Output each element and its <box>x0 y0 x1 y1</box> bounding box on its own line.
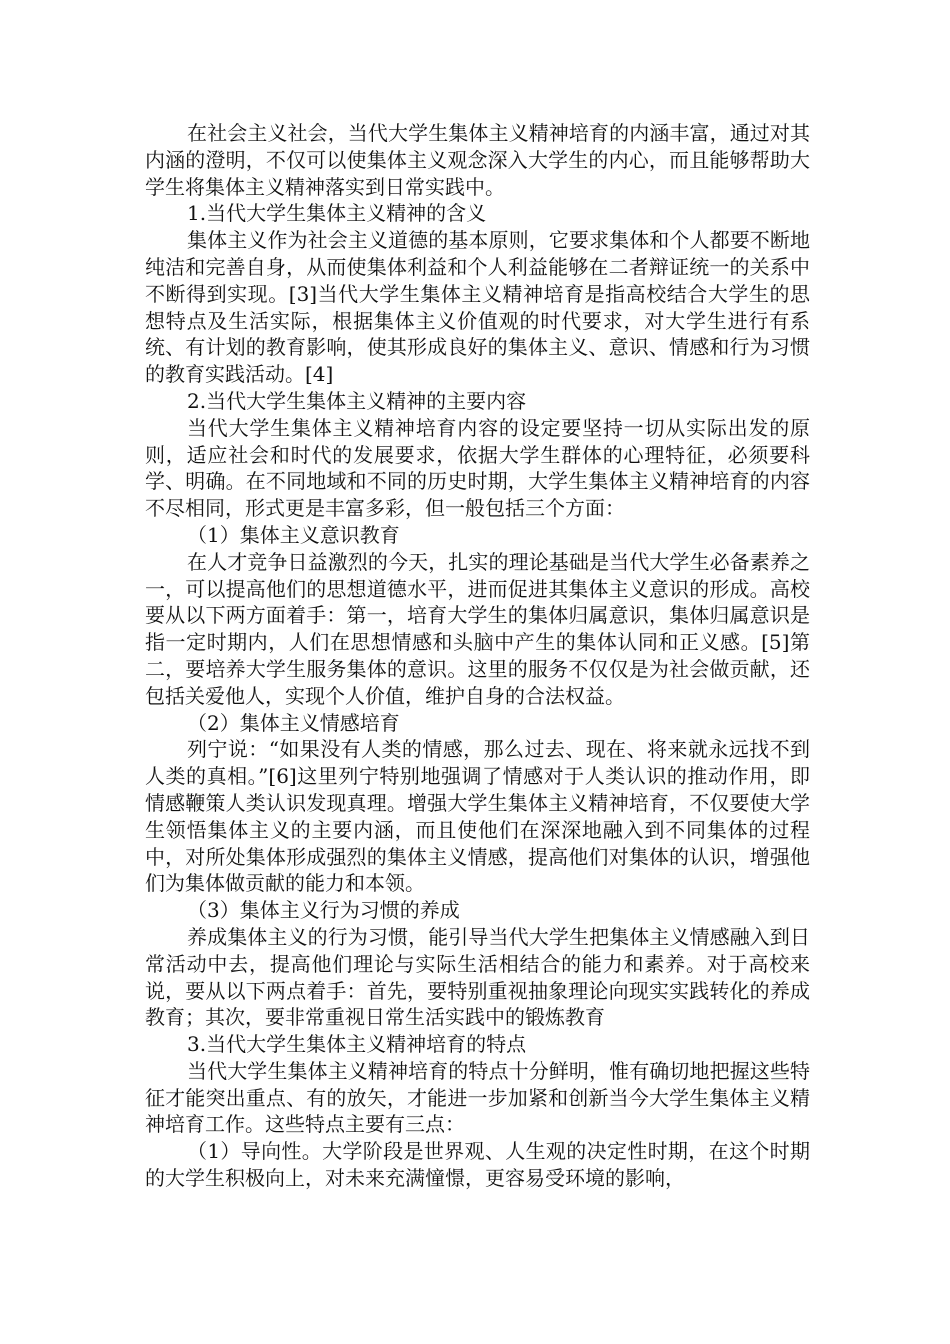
paragraph-definition: 集体主义作为社会主义道德的基本原则，它要求集体和个人都要不断地纯洁和完善自身，从而使集体利益和个人利益能够在二者辩证统一的关系中不断得到实现。[3]当代大学生集体主义精神培育是指高校结合大学生的思想特点及生活实际，根据集体主义价值观的时代要求，对大学生进行有系统、有计划的教育影响，使其形成良好的集体主义、意识、情感和行为习惯的教育实践活动。[4] <box>145 228 810 387</box>
paragraph-orientation: （1）导向性。大学阶段是世界观、人生观的决定性时期，在这个时期的大学生积极向上，对未来充满憧憬，更容易受环境的影响， <box>145 1139 810 1191</box>
section-heading-3: 3.当代大学生集体主义精神培育的特点 <box>187 1032 527 1057</box>
subheading-emotion: （2）集体主义情感培育 <box>187 710 400 735</box>
paragraph-features: 当代大学生集体主义精神培育的特点十分鲜明，惟有确切地把握这些特征才能突出重点、有的放矢，才能进一步加紧和创新当今大学生集体主义精神培育工作。这些特点主要有三点： <box>145 1058 810 1137</box>
document-body <box>145 120 810 1192</box>
paragraph-main-content: 当代大学生集体主义精神培育内容的设定要坚持一切从实际出发的原则，适应社会和时代的发展要求，依据大学生群体的心理特征，必须要科学、明确。在不同地域和不同的历史时期，大学生集体主义精神培育的内容不尽相同，形式更是丰富多彩，但一般包括三个方面： <box>145 415 810 521</box>
section-heading-1: 1.当代大学生集体主义精神的含义 <box>187 201 487 226</box>
subheading-consciousness: （1）集体主义意识教育 <box>187 522 400 547</box>
paragraph-emotion: 列宁说：“如果没有人类的情感，那么过去、现在、将来就永远找不到人类的真相。”[6]这里列宁特别地强调了情感对于人类认识的推动作用，即情感鞭策人类认识发现真理。增强大学生集体主义精神培育，不仅要使大学生领悟集体主义的主要内涵，而且使他们在深深地融入到不同集体的过程中，对所处集体形成强烈的集体主义情感，提高他们对集体的认识，增强他们为集体做贡献的能力和本领。 <box>145 737 810 896</box>
paragraph-intro: 在社会主义社会，当代大学生集体主义精神培育的内涵丰富，通过对其内涵的澄明，不仅可以使集体主义观念深入大学生的内心，而且能够帮助大学生将集体主义精神落实到日常实践中。 <box>145 121 810 199</box>
paragraph-behavior: 养成集体主义的行为习惯，能引导当代大学生把集体主义情感融入到日常活动中去，提高他们理论与实际生活相结合的能力和素养。对于高校来说，要从以下两点着手：首先，要特别重视抽象理论向现实实践转化的养成教育；其次，要非常重视日常生活实践中的锻炼教育 <box>145 924 810 1030</box>
subheading-behavior: （3）集体主义行为习惯的养成 <box>187 898 460 923</box>
paragraph-consciousness: 在人才竞争日益激烈的今天，扎实的理论基础是当代大学生必备素养之一，可以提高他们的思想道德水平，进而促进其集体主义意识的形成。高校要从以下两方面着手：第一，培育大学生的集体归属意识，集体归属意识是指一定时期内，人们在思想情感和头脑中产生的集体认同和正义感。[5]第二，要培养大学生服务集体的意识。这里的服务不仅仅是为社会做贡献，还包括关爱他人，实现个人价值，维护自身的合法权益。 <box>145 549 810 708</box>
section-heading-2: 2.当代大学生集体主义精神的主要内容 <box>187 388 527 413</box>
